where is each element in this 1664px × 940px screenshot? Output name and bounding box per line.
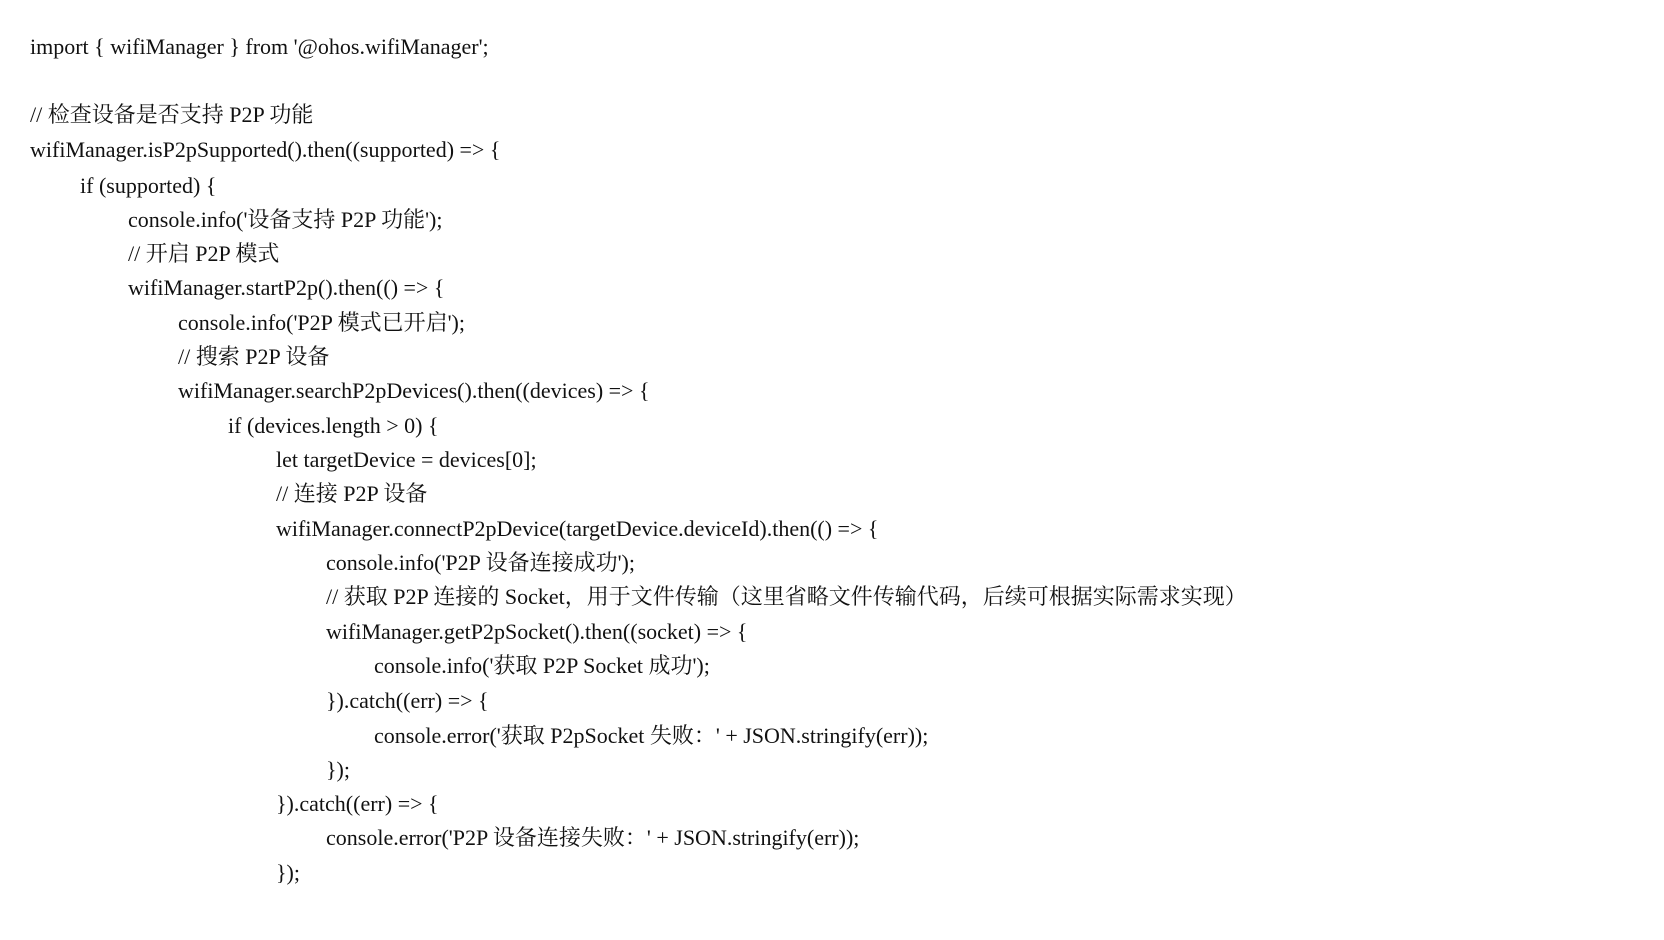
code-line: }); bbox=[276, 860, 300, 885]
code-line: }).catch((err) => { bbox=[326, 688, 489, 713]
code-line: console.info('获取 P2P Socket 成功'); bbox=[374, 653, 710, 678]
code-comment: // 连接 P2P 设备 bbox=[276, 481, 428, 506]
code-line: console.info('设备支持 P2P 功能'); bbox=[128, 207, 443, 232]
code-line: }).catch((err) => { bbox=[276, 791, 439, 816]
code-line: wifiManager.startP2p().then(() => { bbox=[128, 275, 445, 300]
code-line: if (supported) { bbox=[80, 173, 217, 198]
code-line-import: import { wifiManager } from '@ohos.wifiManager'; bbox=[30, 34, 489, 59]
code-line: console.info('P2P 设备连接成功'); bbox=[326, 550, 635, 575]
code-line: let targetDevice = devices[0]; bbox=[276, 447, 537, 472]
code-line: wifiManager.connectP2pDevice(targetDevice.deviceId).then(() => { bbox=[276, 516, 879, 541]
code-line: console.error('P2P 设备连接失败：' + JSON.stringify(err)); bbox=[326, 825, 860, 850]
code-line: wifiManager.isP2pSupported().then((supported) => { bbox=[30, 137, 501, 162]
code-line: console.info('P2P 模式已开启'); bbox=[178, 310, 465, 335]
code-line: wifiManager.searchP2pDevices().then((devices) => { bbox=[178, 378, 650, 403]
code-comment: // 检查设备是否支持 P2P 功能 bbox=[30, 102, 314, 127]
code-line: console.error('获取 P2pSocket 失败：' + JSON.stringify(err)); bbox=[374, 723, 929, 748]
code-comment: // 搜索 P2P 设备 bbox=[178, 344, 330, 369]
code-line: if (devices.length > 0) { bbox=[228, 413, 439, 438]
code-line: }); bbox=[326, 757, 350, 782]
code-comment: // 开启 P2P 模式 bbox=[128, 241, 280, 266]
code-line: wifiManager.getP2pSocket().then((socket) => { bbox=[326, 619, 748, 644]
code-comment: // 获取 P2P 连接的 Socket，用于文件传输（这里省略文件传输代码，后续可根据实际需求实现） bbox=[326, 584, 1247, 609]
